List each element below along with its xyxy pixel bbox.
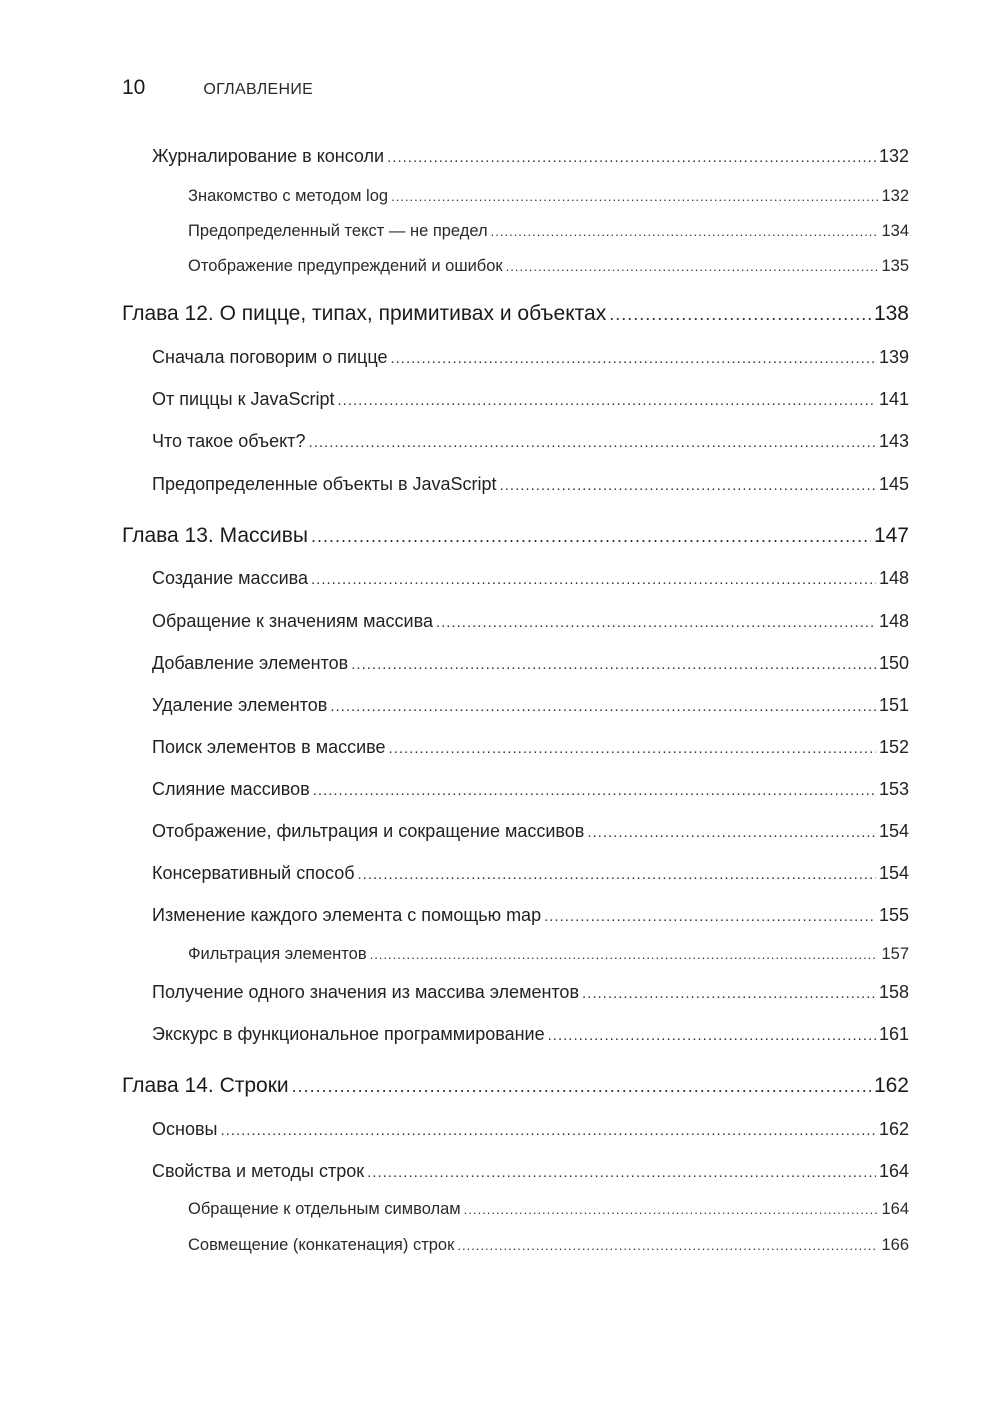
running-head: ОГЛАВЛЕНИЕ — [203, 81, 314, 98]
dot-leader — [311, 526, 871, 547]
dot-leader — [330, 698, 876, 715]
toc-label: Изменение каждого элемента с помощью map — [152, 905, 542, 925]
toc-page: 138 — [873, 302, 909, 325]
toc-chapter[interactable] — [122, 302, 909, 326]
toc-label: Глава 13. Массивы — [122, 524, 308, 547]
dot-leader — [358, 866, 876, 883]
dot-leader — [389, 740, 876, 757]
dot-leader — [367, 1164, 876, 1181]
dot-leader — [491, 224, 879, 239]
dot-leader — [390, 350, 876, 367]
page-number: 10 — [122, 76, 146, 99]
toc-section[interactable] — [152, 905, 909, 926]
toc-section[interactable] — [152, 1119, 909, 1140]
toc-page: 158 — [878, 982, 909, 1002]
toc-section[interactable] — [152, 779, 909, 800]
dot-leader — [464, 1202, 879, 1217]
toc-label: Добавление элементов — [152, 653, 349, 673]
toc-page: 154 — [878, 863, 909, 883]
toc-subsection[interactable] — [188, 257, 909, 276]
page-header — [122, 76, 313, 100]
toc-subsection[interactable] — [188, 945, 909, 964]
toc-page: 155 — [878, 905, 909, 925]
toc-page: 153 — [878, 779, 909, 799]
dot-leader — [436, 614, 876, 631]
toc-page: 132 — [878, 146, 909, 166]
toc-label: Глава 12. О пицце, типах, примитивах и объектах — [122, 302, 607, 325]
toc-section[interactable] — [152, 695, 909, 716]
dot-leader — [220, 1122, 876, 1139]
toc-chapter[interactable] — [122, 1074, 909, 1098]
toc-subsection[interactable] — [188, 187, 909, 206]
toc-label: Фильтрация элементов — [188, 945, 367, 963]
toc-label: Предопределенный текст — не предел — [188, 222, 488, 240]
toc-label: Отображение предупреждений и ошибок — [188, 257, 503, 275]
toc-label: Совмещение (конкатенация) строк — [188, 1236, 455, 1254]
dot-leader — [313, 782, 876, 799]
toc-page: 139 — [878, 347, 909, 367]
toc-subsection[interactable] — [188, 222, 909, 241]
toc-chapter[interactable] — [122, 524, 909, 548]
dot-leader — [457, 1238, 878, 1253]
toc-page: 166 — [881, 1236, 909, 1254]
toc-label: Поиск элементов в массиве — [152, 737, 386, 757]
toc-subsection[interactable] — [188, 1236, 909, 1255]
toc-page: 152 — [878, 737, 909, 757]
toc-page: 143 — [878, 431, 909, 451]
toc-page: 148 — [878, 611, 909, 631]
dot-leader — [391, 189, 878, 204]
toc-label: Знакомство с методом log — [188, 187, 389, 205]
toc-section[interactable] — [152, 737, 909, 758]
dot-leader — [609, 304, 871, 325]
toc-page: 154 — [878, 821, 909, 841]
toc-page: 150 — [878, 653, 909, 673]
toc-page: 134 — [881, 222, 909, 240]
dot-leader — [544, 908, 876, 925]
toc-page: 135 — [881, 257, 909, 275]
dot-leader — [292, 1076, 871, 1097]
toc-page: 151 — [878, 695, 909, 715]
toc-page: 162 — [878, 1119, 909, 1139]
toc-section[interactable] — [152, 146, 909, 167]
dot-leader — [587, 824, 876, 841]
dot-leader — [338, 392, 876, 409]
toc-section[interactable] — [152, 347, 909, 368]
toc-label: Что такое объект? — [152, 431, 306, 451]
toc-page: 141 — [878, 389, 909, 409]
toc-label: Отображение, фильтрация и сокращение массивов — [152, 821, 585, 841]
toc-label: Свойства и методы строк — [152, 1161, 365, 1181]
toc-section[interactable] — [152, 982, 909, 1003]
toc-page: 157 — [881, 945, 909, 963]
toc-page: 132 — [881, 187, 909, 205]
toc-page: 161 — [878, 1024, 909, 1044]
toc-label: Сначала поговорим о пицце — [152, 347, 388, 367]
toc-label: Обращение к отдельным символам — [188, 1200, 461, 1218]
toc-section[interactable] — [152, 1161, 909, 1182]
dot-leader — [309, 434, 876, 451]
dot-leader — [548, 1027, 876, 1044]
toc-label: Создание массива — [152, 568, 308, 588]
dot-leader — [370, 947, 879, 962]
toc-subsection[interactable] — [188, 1200, 909, 1219]
dot-leader — [351, 656, 876, 673]
toc-section[interactable] — [152, 1024, 909, 1045]
toc-section[interactable] — [152, 863, 909, 884]
toc-label: Основы — [152, 1119, 218, 1139]
toc-section[interactable] — [152, 389, 909, 410]
toc-section[interactable] — [152, 653, 909, 674]
toc-section[interactable] — [152, 611, 909, 632]
dot-leader — [506, 259, 879, 274]
dot-leader — [387, 149, 876, 166]
toc-label: Экскурс в функциональное программирование — [152, 1024, 545, 1044]
toc-page: 164 — [878, 1161, 909, 1181]
toc-section[interactable] — [152, 568, 909, 589]
dot-leader — [500, 477, 876, 494]
toc-section[interactable] — [152, 431, 909, 452]
toc-label: Получение одного значения из массива элементов — [152, 982, 580, 1002]
toc-page: 164 — [881, 1200, 909, 1218]
toc-section[interactable] — [152, 821, 909, 842]
toc-page: 162 — [873, 1074, 909, 1097]
toc-label: Слияние массивов — [152, 779, 310, 799]
toc-page: 145 — [878, 474, 909, 494]
dot-leader — [311, 571, 876, 588]
toc-label: Журналирование в консоли — [152, 146, 385, 166]
toc-label: Удаление элементов — [152, 695, 328, 715]
toc-label: Глава 14. Строки — [122, 1074, 289, 1097]
toc-page: 148 — [878, 568, 909, 588]
toc-label: Консервативный способ — [152, 863, 355, 883]
toc-label: От пиццы к JavaScript — [152, 389, 335, 409]
toc-label: Предопределенные объекты в JavaScript — [152, 474, 497, 494]
dot-leader — [582, 985, 876, 1002]
toc-page: 147 — [873, 524, 909, 547]
toc-section[interactable] — [152, 474, 909, 495]
toc-label: Обращение к значениям массива — [152, 611, 433, 631]
